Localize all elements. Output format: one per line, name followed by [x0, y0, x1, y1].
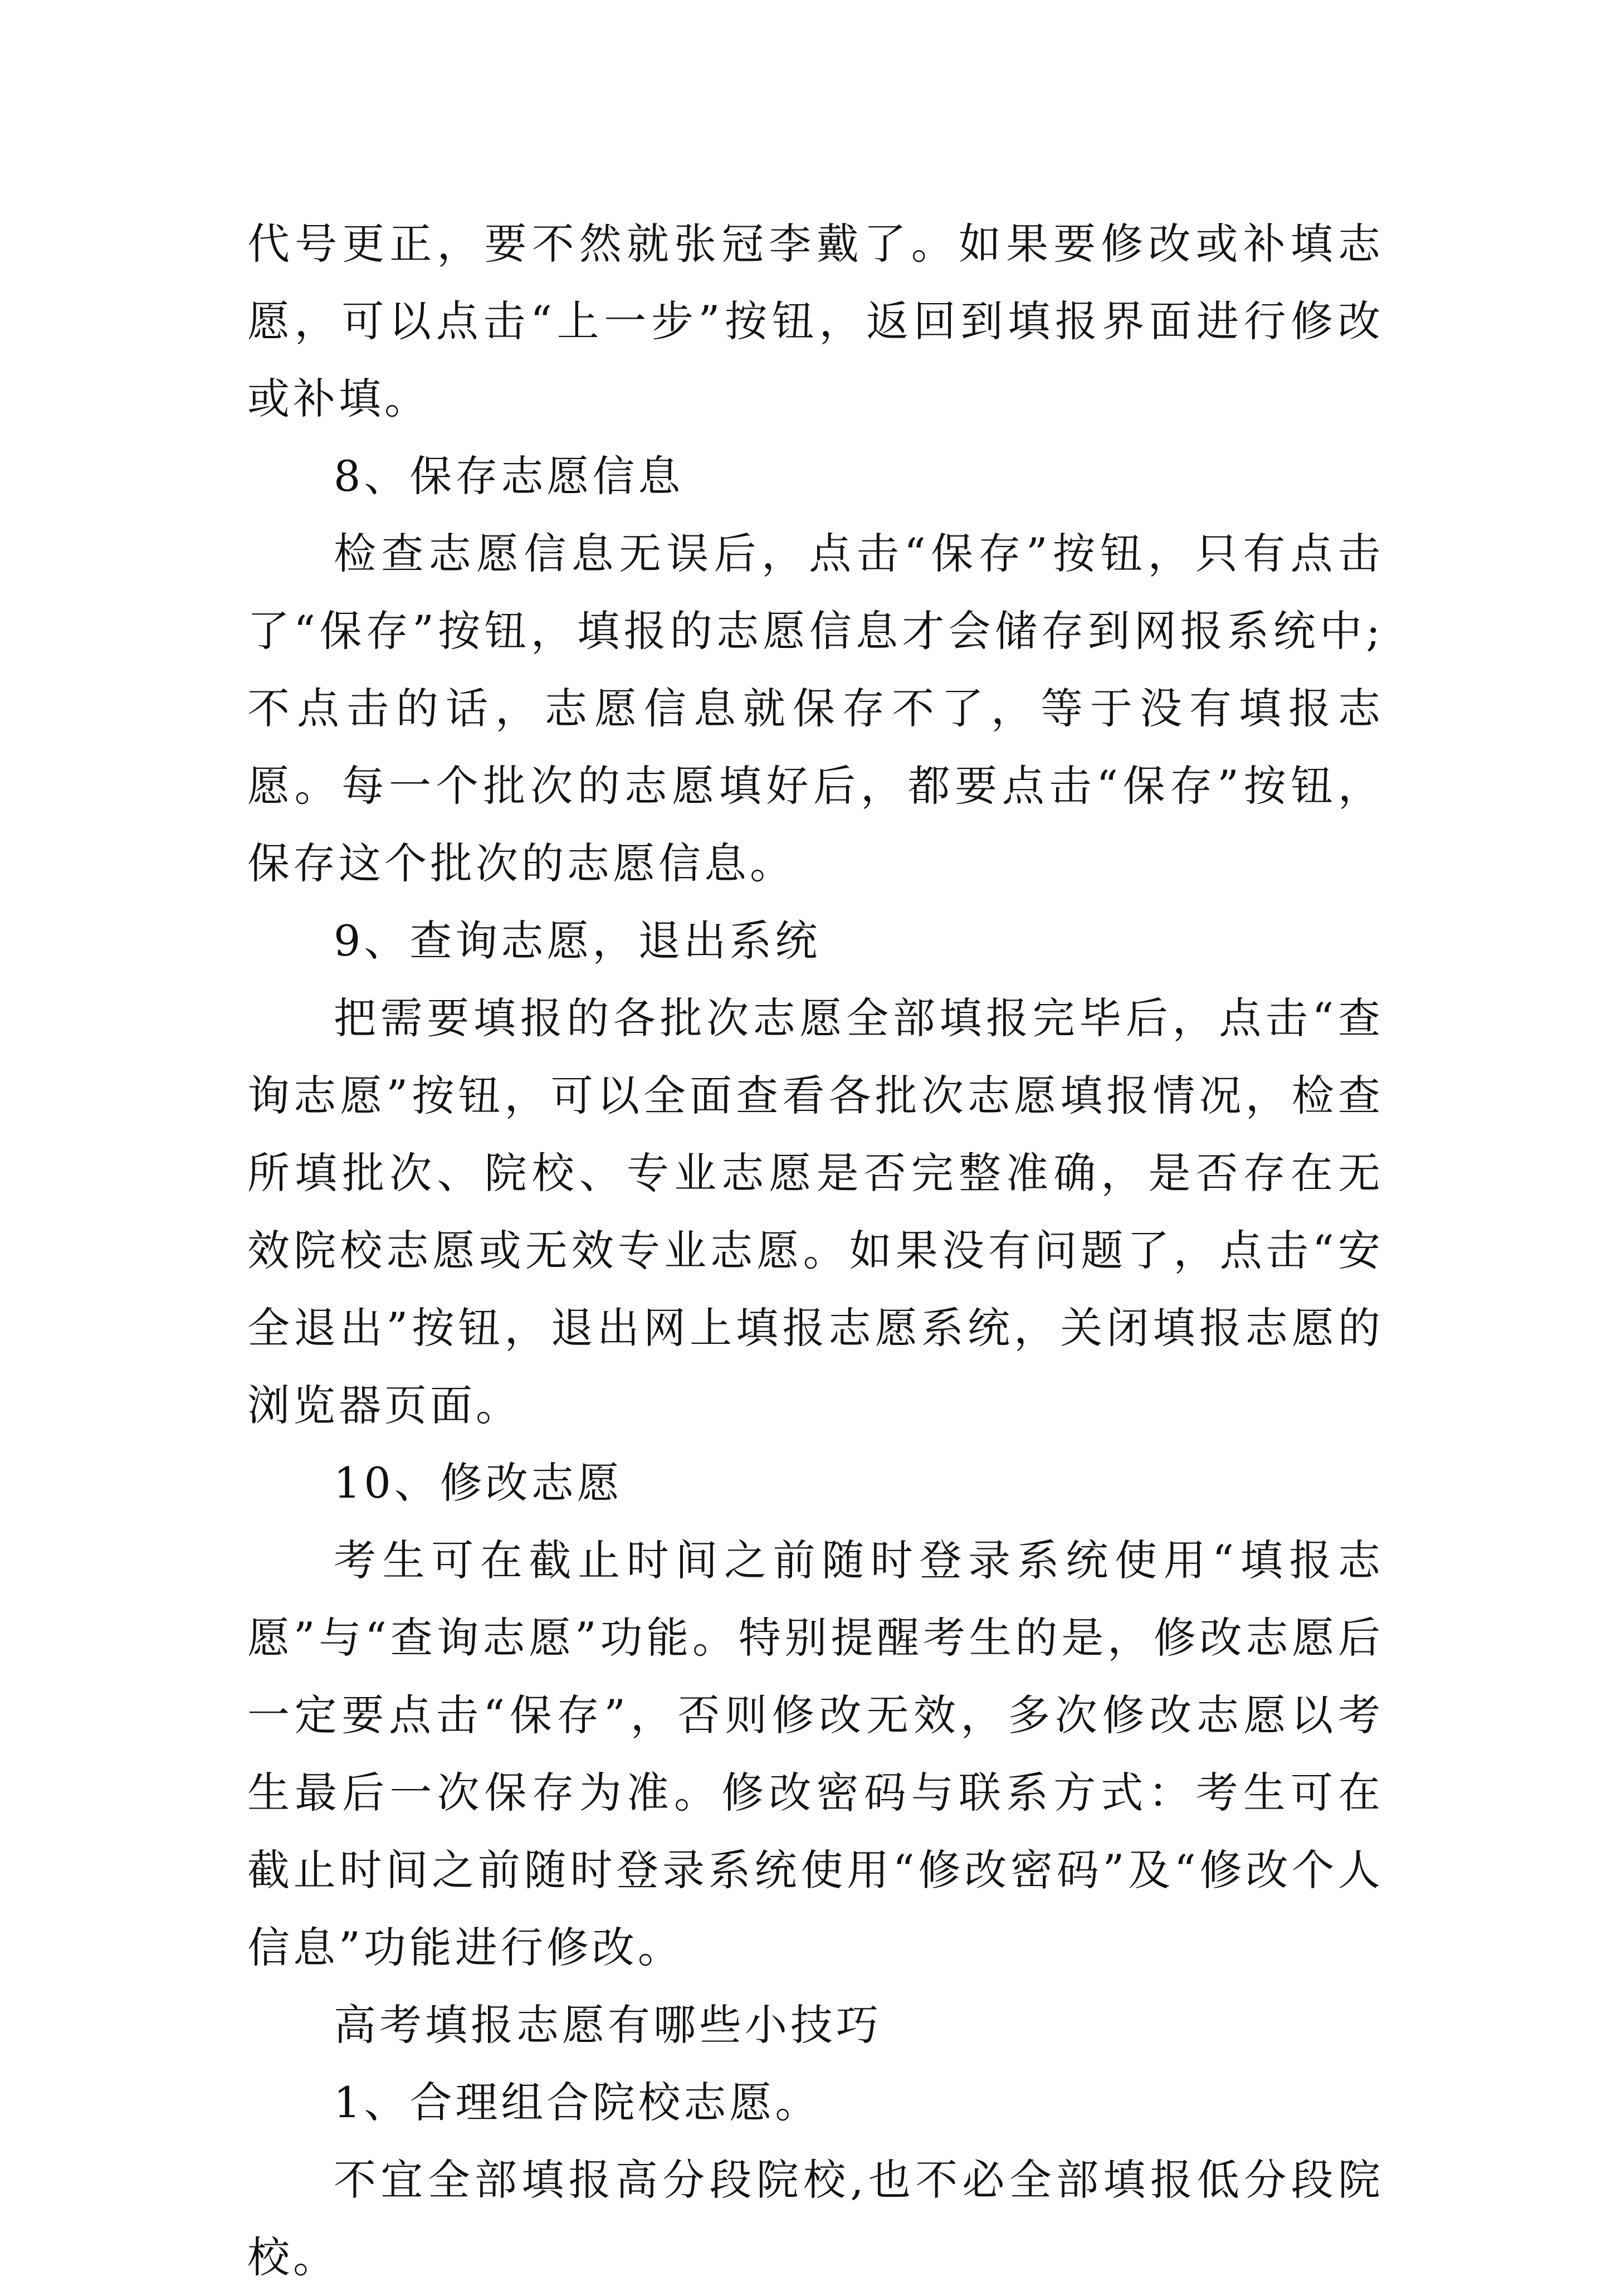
- paragraph-tip-1: 不宜全部填报高分段院校,也不必全部填报低分段院校。: [247, 2155, 1384, 2282]
- section-heading-tip-1: 1、合理组合院校志愿。: [334, 2078, 821, 2127]
- section-heading-modify: 10、修改志愿: [334, 1458, 623, 1508]
- paragraph-save: 检查志愿信息无误后，点击“保存”按钮，只有点击了“保存”按钮，填报的志愿信息才会储存到网报系统中;不点击的话，志愿信息就保存不了，等于没有填报志愿。每一个批次的志愿填好后，都要点击“保存”按钮，保存这个批次的志愿信息。: [247, 529, 1384, 888]
- paragraph-continuation: 代号更正，要不然就张冠李戴了。如果要修改或补填志愿，可以点击“上一步”按钮，返回到填报界面进行修改或补填。: [247, 219, 1384, 423]
- section-heading-save: 8、保存志愿信息: [334, 451, 684, 501]
- section-heading-tips: 高考填报志愿有哪些小技巧: [334, 2000, 882, 2050]
- paragraph-query: 把需要填报的各批次志愿全部填报完毕后，点击“查询志愿”按钮，可以全面查看各批次志愿填报情况，检查所填批次、院校、专业志愿是否完整准确，是否存在无效院校志愿或无效专业志愿。如果没有问题了，点击“安全退出”按钮，退出网上填报志愿系统，关闭填报志愿的浏览器页面。: [247, 993, 1384, 1430]
- section-heading-query: 9、查询志愿，退出系统: [334, 916, 821, 966]
- paragraph-modify: 考生可在截止时间之前随时登录系统使用“填报志愿”与“查询志愿”功能。特别提醒考生的是，修改志愿后一定要点击“保存”，否则修改无效，多次修改志愿以考生最后一次保存为准。修改密码与联系方式：考生可在截止时间之前随时登录系统使用“修改密码”及“修改个人信息”功能进行修改。: [247, 1535, 1384, 1972]
- document-body: [247, 205, 1384, 2296]
